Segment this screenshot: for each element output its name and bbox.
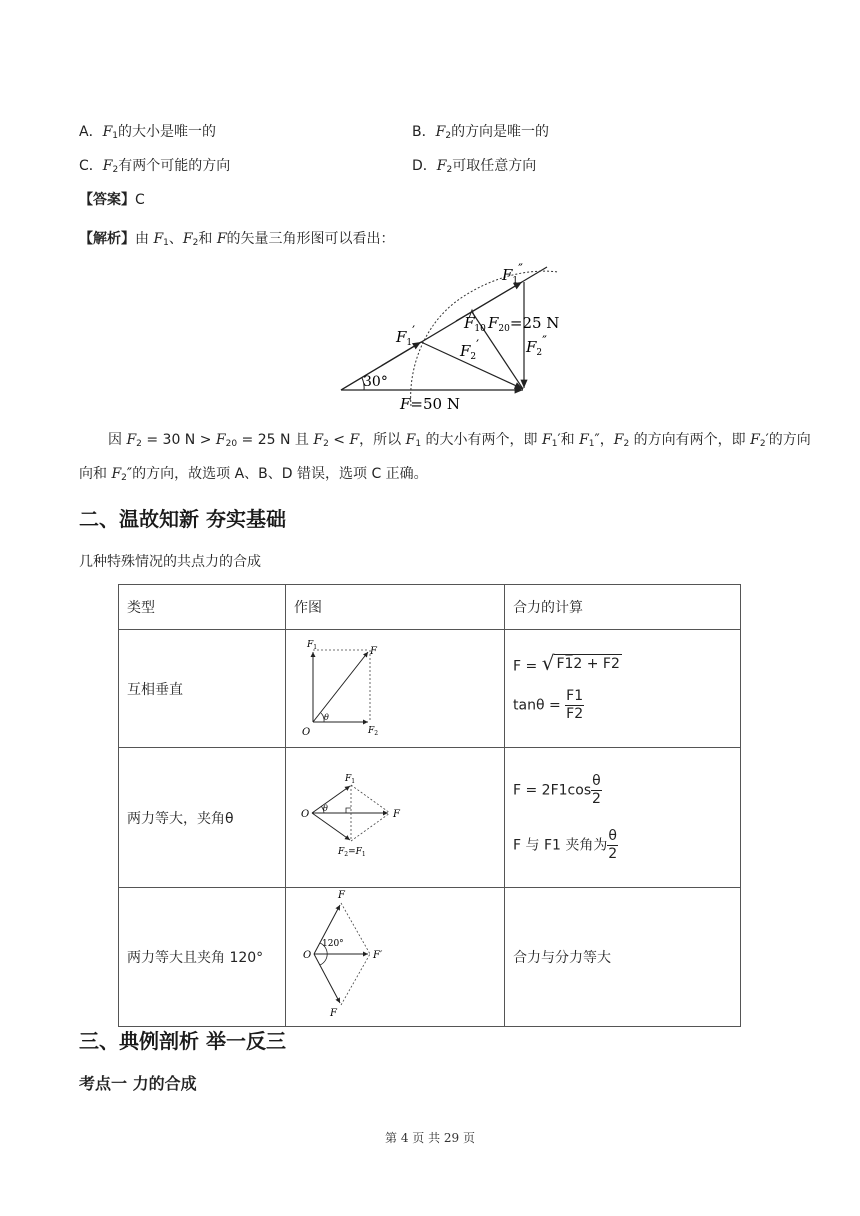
label-f1: $F_1$	[345, 774, 356, 785]
equal-forces-diagram	[286, 748, 504, 883]
row2-type: 两力等大，夹角θ	[119, 748, 286, 888]
row3-diagram-cell	[286, 888, 505, 1027]
label-f2pp: $F_2''$	[526, 334, 548, 358]
row2-formula	[505, 748, 741, 888]
label-angle: 120°	[322, 939, 344, 949]
section-heading-2: 二、温故知新 夯实基础	[79, 507, 286, 531]
label-f: F	[393, 809, 400, 820]
label-angle: 30°	[363, 374, 388, 390]
header-diagram: 作图	[286, 585, 505, 630]
option-b: B．$F_2$的方向是唯一的	[412, 124, 550, 141]
label-f-top: F	[338, 890, 345, 901]
row2-diagram-cell	[286, 748, 505, 888]
equal-120-diagram	[286, 888, 504, 1022]
label-f1pp: $F_1''$	[502, 262, 524, 286]
row2-formula-angle: F 与 F1 夹角为 $\frac{\theta}{2}$	[513, 827, 618, 862]
header-calc: 合力的计算	[505, 585, 741, 630]
table-intro: 几种特殊情况的共点力的合成	[79, 554, 261, 570]
option-c: C．$F_2$有两个可能的方向	[79, 158, 231, 175]
row1-formula-f: F = √ F1̅2 + F2	[513, 651, 620, 676]
explanation-line-1: 因 $F_2 = 30$ $N > F_{20} = 25$ N 且 $F_2 < F$，所以 $F_1$ 的大小有两个，即 $F_1'$和 $F_1''$，$F_2$ 的方向有两个，即 $F_2'$的方向	[108, 432, 811, 449]
label-f10: $F_{10}$	[464, 314, 486, 334]
row1-diagram-cell	[286, 630, 505, 748]
label-o: O	[301, 809, 310, 820]
label-f20: $F_{20}=25$ N	[488, 314, 560, 334]
row1-type: 互相垂直	[119, 630, 286, 748]
composition-table	[118, 584, 741, 1027]
label-theta: θ	[324, 713, 329, 722]
row3-type: 两力等大且夹角 120°	[119, 888, 286, 1027]
label-f1: $F_1$	[307, 640, 318, 651]
section-heading-3: 三、典例剖析 举一反三	[79, 1029, 286, 1053]
analysis: 【解析】由 $F_1$、$F_2$和 F的矢量三角形图可以看出：	[79, 231, 395, 248]
header-type: 类型	[119, 585, 286, 630]
label-o: O	[302, 727, 311, 738]
perpendicular-diagram	[286, 630, 504, 743]
label-f: F	[370, 646, 377, 657]
label-f2p: $F_2'$	[460, 338, 480, 362]
vector-triangle-diagram	[336, 258, 566, 416]
option-a: A．$F_1$的大小是唯一的	[79, 124, 217, 141]
label-theta: θ	[323, 804, 328, 813]
explanation-line-2: 向和 $F_2''$的方向，故选项 A、B、D 错误，选项 C 正确。	[79, 466, 428, 483]
row3-formula: 合力与分力等大	[505, 888, 741, 1027]
label-f-bottom: F	[330, 1008, 337, 1019]
label-f-prime: F′	[373, 950, 383, 961]
label-o: O	[303, 950, 312, 961]
row1-formula-tan: tanθ = $\frac{F1}{F2}$	[513, 688, 584, 723]
label-f1p: $F_1'$	[396, 324, 416, 348]
answer: 【答案】C	[79, 192, 145, 208]
label-f: F=50 N	[400, 395, 460, 413]
option-d: D．$F_2$可取任意方向	[412, 158, 537, 175]
row1-formula	[505, 630, 741, 748]
label-f2-eq-f1: $F_2=F_1$	[338, 847, 366, 858]
point-heading-1: 考点一 力的合成	[79, 1074, 197, 1093]
page-footer: 第 4 页 共 29 页	[385, 1131, 475, 1145]
row2-formula-f: F = 2F1cos $\frac{\theta}{2}$	[513, 772, 601, 807]
label-f2: $F_2$	[368, 726, 379, 737]
